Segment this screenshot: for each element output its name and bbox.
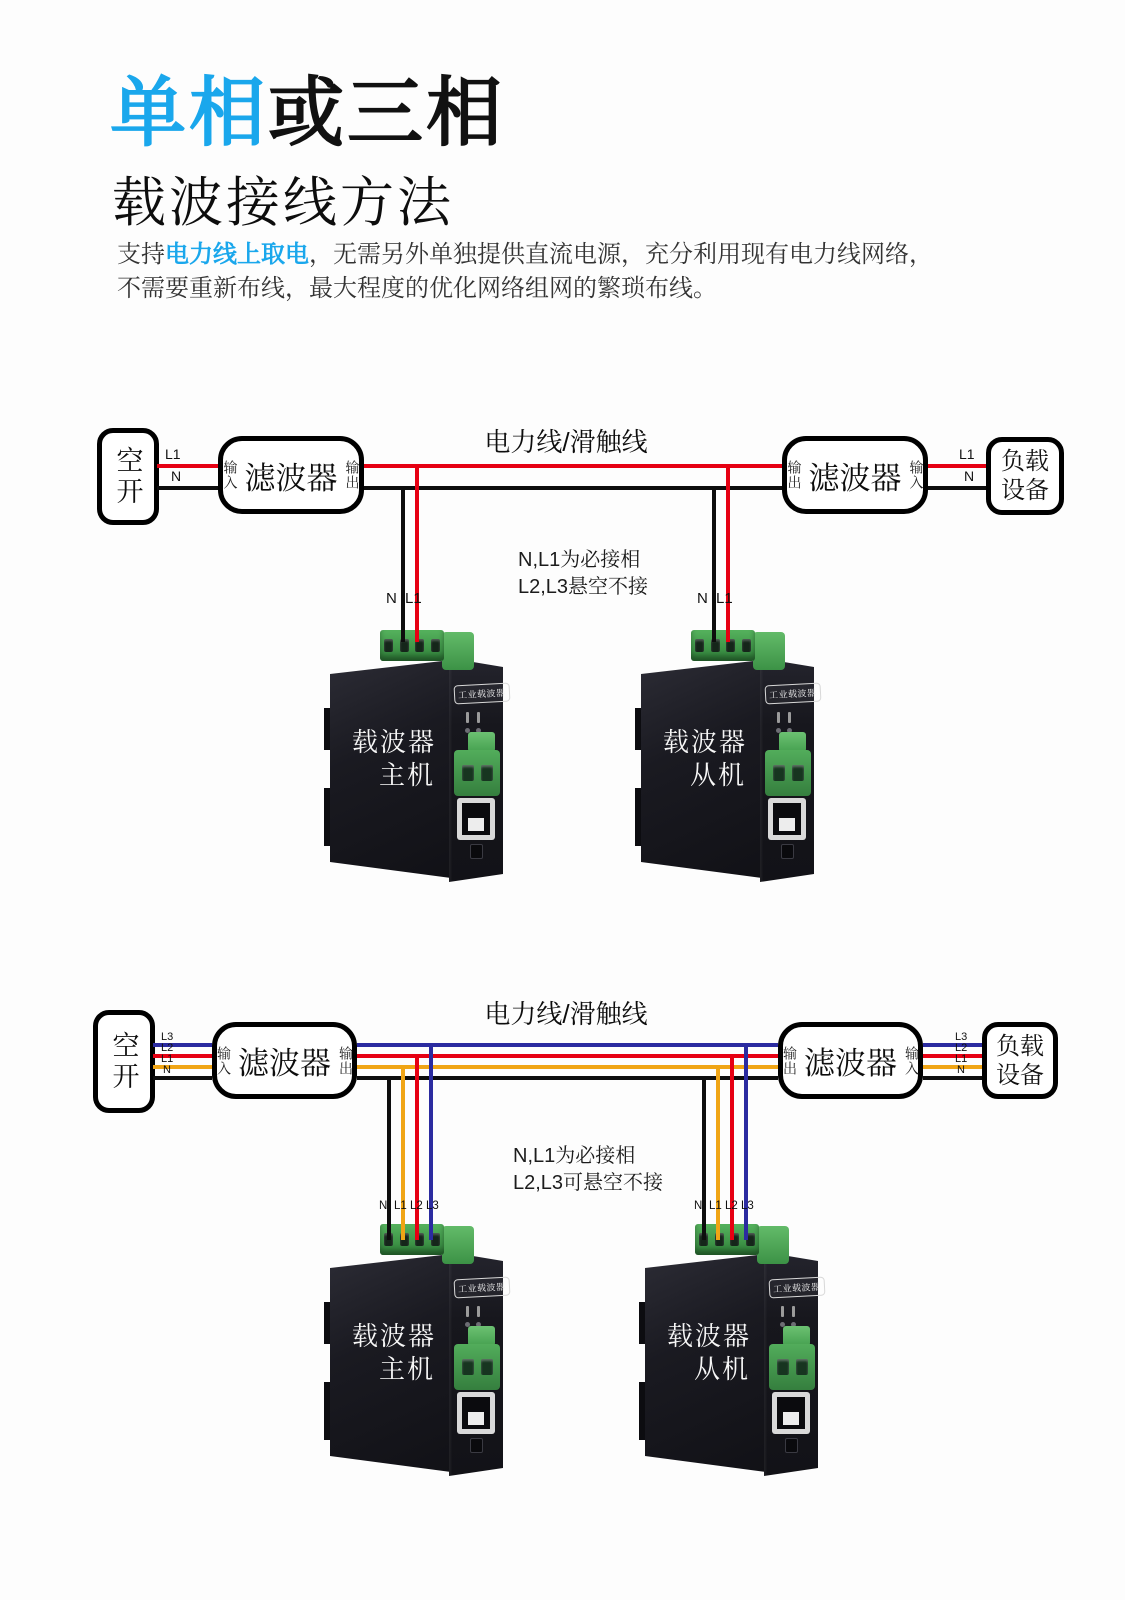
intro-prefix: 支持 [117,241,165,268]
wire-l2 [357,1054,778,1058]
side-terminal-connector [454,1340,500,1390]
led-indicators [466,712,480,723]
wiring-note-three [513,1143,663,1197]
wiring-note-single [518,547,648,601]
load-box-single [986,437,1064,515]
device-label [659,1320,759,1386]
filter-port-in: 输入 [908,460,925,490]
filter-port-out: 输出 [782,1045,798,1076]
intro-text [117,238,933,306]
device-label-line2: 主机 [378,760,435,790]
drop-wire-l2 [415,1054,419,1240]
device-label-line1: 载波器 [351,1321,436,1351]
filter-right-single [782,436,928,514]
terminal-block-cap [753,632,785,670]
powerline-label-single: 电力线/滑触线 [484,427,648,457]
breaker-box-three [93,1010,155,1113]
terminal-block-cap [442,632,474,670]
device-model-badge: 工业载波器 [454,1277,510,1299]
drop-label-n: N [379,1200,388,1212]
filter-port-in: 输入 [222,460,239,490]
breaker-box-single [97,428,159,525]
drop-label-n: N [694,1200,703,1212]
carrier-master-device [330,628,505,886]
drop-wire-n [702,1076,706,1240]
terminal-block-cap [442,1226,474,1264]
drop-label-l2: L2 [410,1200,423,1212]
wire-label-l2: L2 [161,1042,174,1054]
side-terminal-connector [765,746,811,796]
wire-l3 [923,1043,982,1047]
dip-switch [781,844,794,859]
power-terminal-block [691,630,755,661]
drop-wire-n [401,486,405,642]
drop-label-l3: L3 [426,1200,439,1212]
device-label [655,726,755,792]
dip-switch [470,844,483,859]
filter-left-single [218,436,364,514]
wire-n [153,1076,212,1080]
device-label-line2: 从机 [689,760,746,790]
powerline-label-three: 电力线/滑触线 [484,999,648,1029]
wire-l1 [928,464,986,468]
drop-wire-l1 [716,1065,720,1240]
filter-name: 滤波器 [244,460,338,496]
wire-label-l1: L1 [161,1053,174,1065]
drop-label-l2: L2 [725,1200,738,1212]
filter-port-in: 输入 [216,1045,232,1076]
filter-right-three [778,1022,923,1099]
drop-label-l1: L1 [394,1200,407,1212]
wire-label-l1: L1 [959,446,975,462]
drop-wire-n [712,486,716,642]
filter-name: 滤波器 [808,460,902,496]
device-label [344,726,444,792]
drop-wire-l1 [726,464,730,642]
drop-wire-l2 [730,1054,734,1240]
carrier-master-device [330,1222,505,1480]
drop-wire-l1 [415,464,419,642]
wire-label-n: N [957,1064,965,1076]
load-label-line2: 设备 [1001,477,1049,504]
drop-wire-n [387,1076,391,1240]
page-title [110,71,505,156]
wire-n [364,486,782,490]
dip-switch [470,1438,483,1453]
led-indicators [777,712,791,723]
wire-l1 [153,1065,212,1069]
wire-label-n: N [163,1064,171,1076]
wire-l1 [157,464,218,468]
title-rest: 或三相 [268,71,505,156]
device-label [344,1320,444,1386]
device-label-line1: 载波器 [666,1321,751,1351]
wire-l1 [357,1065,778,1069]
drop-label-l1: L1 [716,590,733,607]
wire-l3 [357,1043,778,1047]
intro-line1-rest: ，无需另外单独提供直流电源，充分利用现有电力线网络， [309,241,933,268]
drop-label-l1: L1 [709,1200,722,1212]
wire-l2 [923,1054,982,1058]
intro-highlight: 电力线上取电 [165,241,309,268]
filter-port-out: 输出 [786,460,803,490]
load-label-line2: 设备 [996,1061,1044,1089]
note-line1: N,L1为必接相 [513,1145,636,1167]
drop-label-l3: L3 [741,1200,754,1212]
wire-label-n: N [171,468,182,484]
wire-label-l3: L3 [161,1031,174,1043]
load-box-three [982,1022,1058,1099]
wire-label-l3: L3 [955,1031,968,1043]
wire-label-l1: L1 [955,1053,968,1065]
wire-n [923,1076,982,1080]
page-subtitle: 载波接线方法 [112,173,454,233]
led-indicators [781,1306,795,1317]
side-terminal-connector [454,746,500,796]
ethernet-port [768,798,806,840]
filter-port-out: 输出 [338,1045,354,1076]
note-line2: L2,L3悬空不接 [518,576,649,598]
breaker-label: 空开 [112,445,143,508]
intro-line2: 不需要重新布线，最大程度的优化网络组网的繁琐布线。 [117,275,717,302]
filter-port-out: 输出 [344,460,361,490]
load-label-line1: 负载 [1001,448,1049,475]
wire-n [357,1076,778,1080]
note-line2: L2,L3可悬空不接 [513,1172,664,1194]
wire-n [928,486,986,490]
wire-label-l2: L2 [955,1042,968,1054]
device-label-line1: 载波器 [662,727,747,757]
terminal-block-cap [757,1226,789,1264]
note-line1: N,L1为必接相 [518,549,641,571]
drop-label-l1: L1 [405,590,422,607]
load-label-line1: 负载 [996,1032,1044,1060]
device-label-line1: 载波器 [351,727,436,757]
device-label-line2: 从机 [693,1354,750,1384]
title-accent: 单相 [110,71,268,156]
wire-label-n: N [964,468,975,484]
filter-left-three [212,1022,357,1099]
power-terminal-block [380,630,444,661]
wire-l1 [923,1065,982,1069]
led-indicators [466,1306,480,1317]
filter-name: 滤波器 [238,1046,331,1081]
carrier-slave-device [641,628,816,886]
filter-name: 滤波器 [804,1046,897,1081]
ethernet-port [457,798,495,840]
ethernet-port [457,1392,495,1434]
device-label-line2: 主机 [378,1354,435,1384]
drop-label-n: N [697,590,708,607]
side-terminal-connector [769,1340,815,1390]
device-model-badge: 工业载波器 [765,683,821,705]
breaker-label: 空开 [108,1030,139,1093]
device-model-badge: 工业载波器 [454,683,510,705]
carrier-slave-device [645,1222,820,1480]
drop-label-n: N [386,590,397,607]
device-model-badge: 工业载波器 [769,1277,825,1299]
drop-wire-l1 [401,1065,405,1240]
ethernet-port [772,1392,810,1434]
dip-switch [785,1438,798,1453]
wire-l1 [364,464,782,468]
filter-port-in: 输入 [904,1045,920,1076]
wire-n [157,486,218,490]
wire-label-l1: L1 [165,446,181,462]
